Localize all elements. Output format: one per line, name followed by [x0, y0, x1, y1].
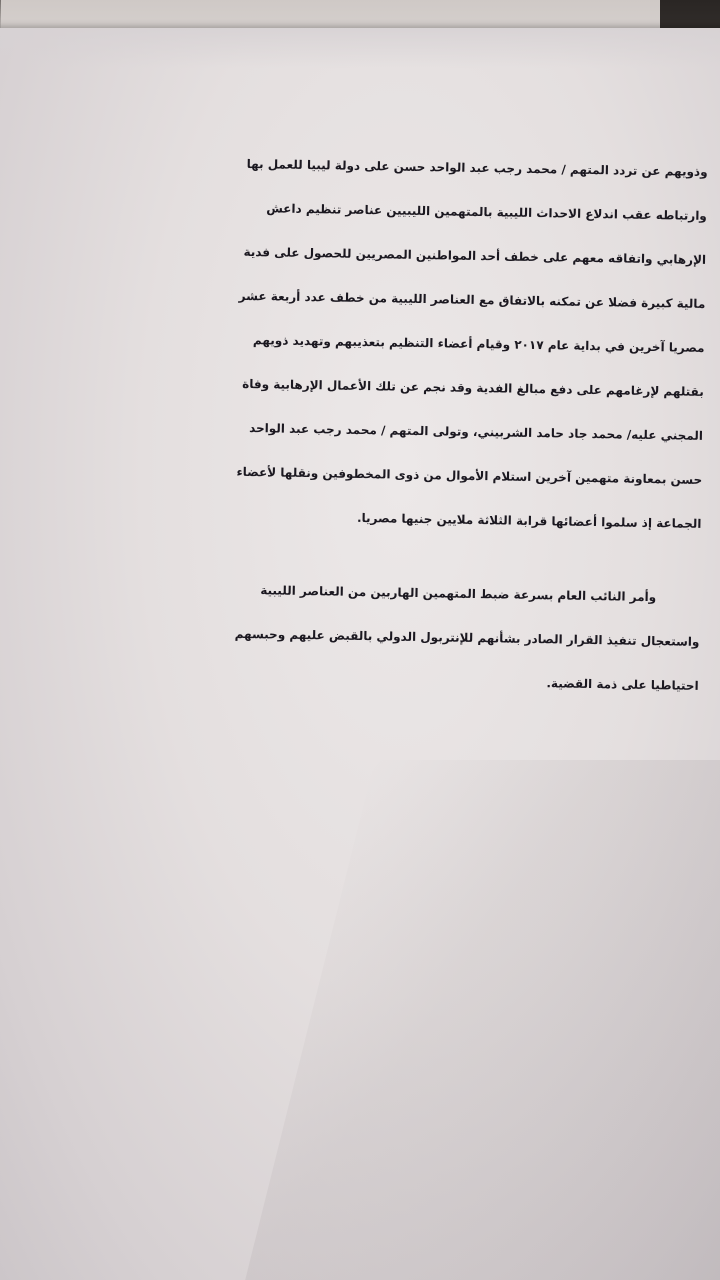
text-line: الإرهابي واتفاقه معهم على خطف أحد المواطنين المصريين للحصول على فدية: [243, 244, 707, 267]
paper-edge: [0, 28, 720, 68]
text-line: مالية كبيرة فضلا عن تمكنه بالاتفاق مع العناصر الليبية من خطف عدد أربعة عشر: [238, 288, 706, 311]
text-line: وأمر النائب العام بسرعة ضبط المتهمين الهاربين من العناصر الليبية: [260, 583, 657, 605]
text-line: المجني عليه/ محمد جاد حامد الشربيني، وتولى المتهم / محمد رجب عبد الواحد: [249, 421, 704, 443]
text-line: احتياطيا على ذمة القضية.: [546, 676, 699, 693]
text-line: واستعجال تنفيذ القرار الصادر بشأنهم للإنتربول الدولي بالقبض عليهم وحبسهم: [234, 626, 700, 649]
paragraph-1: [21, 138, 708, 546]
text-line: بقتلهم لإرغامهم على دفع مبالغ الفدية وقد نجم عن تلك الأعمال الإرهابية وفاة: [242, 376, 704, 399]
text-line: وذويهم عن تردد المتهم / محمد رجب عبد الواحد حسن على دولة ليبيا للعمل بها: [246, 156, 708, 179]
paragraph-2: [18, 564, 700, 708]
text-line: مصريا آخرين في بداية عام ٢٠١٧ وقيام أعضاء التنظيم بتعذيبهم وتهديد ذويهم: [252, 333, 705, 355]
text-line: وارتباطه عقب اندلاع الاحداث الليبية بالمتهمين الليبيين عناصر تنظيم داعش: [266, 201, 707, 223]
text-line: حسن بمعاونة متهمين آخرين استلام الأموال من ذوى المخطوفين ونقلها لأعضاء: [236, 464, 703, 487]
document-body: [18, 138, 708, 708]
text-line: الجماعة إذ سلموا أعضائها قرابة الثلاثة ملايين جنيها مصريا.: [356, 510, 702, 531]
